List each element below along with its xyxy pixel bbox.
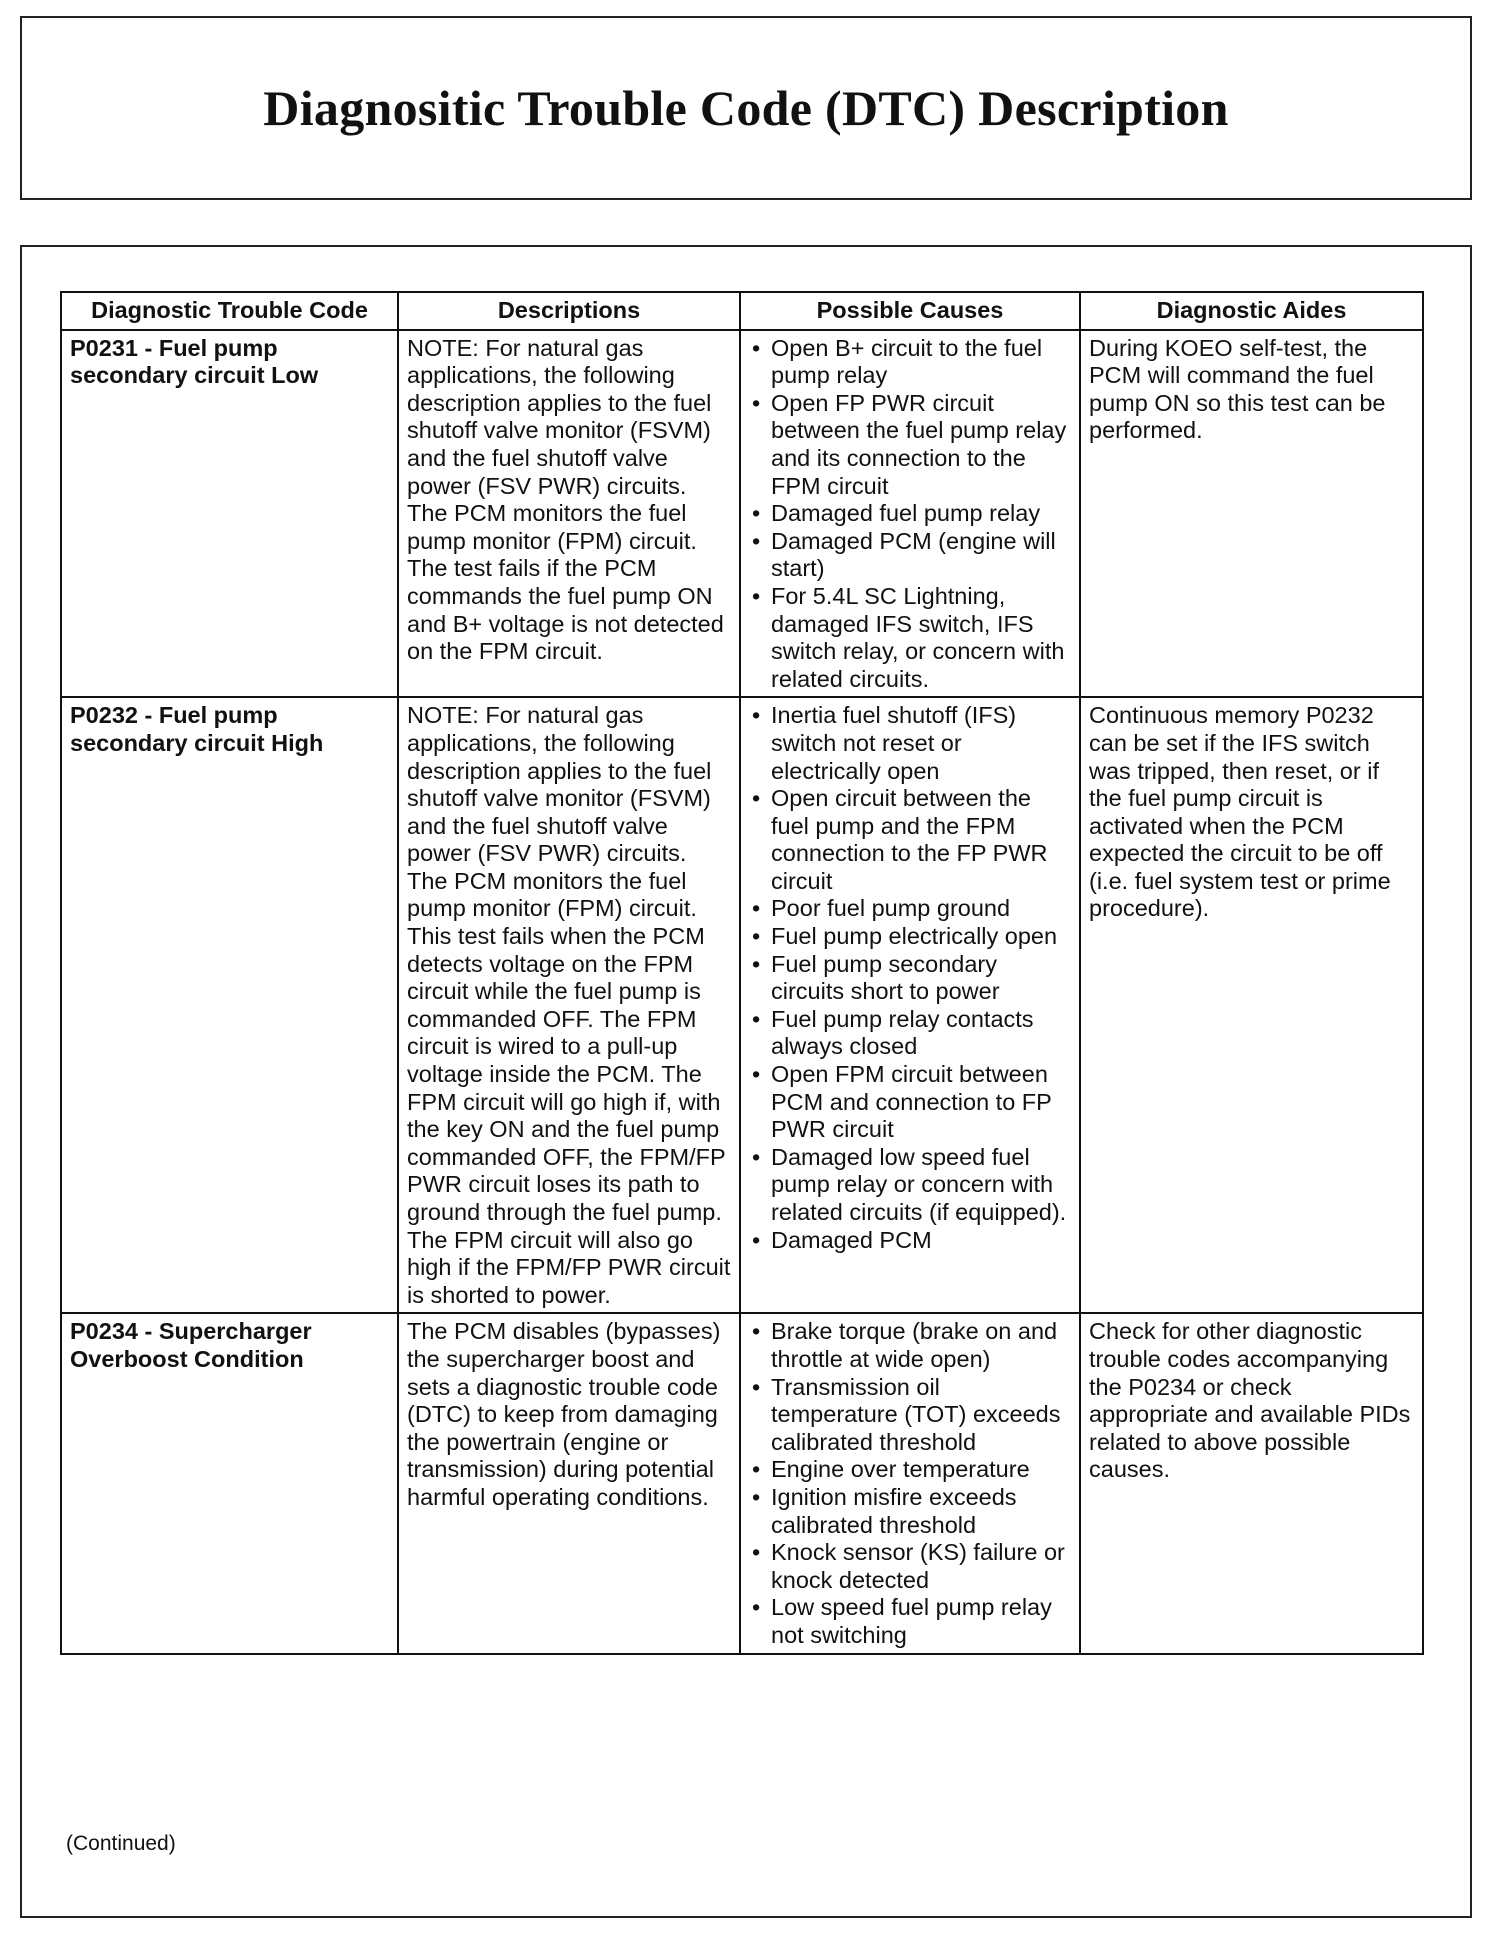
cause-item: • For 5.4L SC Lightning, damaged IFS switch, IFS switch relay, or concern with related circuits.	[749, 583, 1071, 693]
column-header-descriptions: Descriptions	[398, 292, 740, 330]
dtc-code: P0231 - Fuel pump secondary circuit Low	[61, 330, 398, 698]
cause-item: • Fuel pump relay contacts always closed	[749, 1006, 1071, 1061]
diagnostic-aides: During KOEO self-test, the PCM will command the fuel pump ON so this test can be performed.	[1080, 330, 1423, 698]
diagnostic-aides: Continuous memory P0232 can be set if the IFS switch was tripped, then reset, or if the fuel pump circuit is activated when the PCM expected the circuit to be off (i.e. fuel system test or prime procedure).	[1080, 697, 1423, 1313]
table-header-row	[61, 292, 1423, 330]
page-title: Diagnositic Trouble Code (DTC) Description	[263, 80, 1229, 136]
cause-item: • Damaged fuel pump relay	[749, 500, 1071, 528]
cause-item: • Ignition misfire exceeds calibrated threshold	[749, 1484, 1071, 1539]
cause-item: • Transmission oil temperature (TOT) exceeds calibrated threshold	[749, 1374, 1071, 1457]
column-header-code: Diagnostic Trouble Code	[61, 292, 398, 330]
dtc-description: The PCM disables (bypasses) the supercharger boost and sets a diagnostic trouble code (DTC) to keep from damaging the powertrain (engine or transmission) during potential harmful operating conditions.	[398, 1313, 740, 1653]
cause-item: • Open B+ circuit to the fuel pump relay	[749, 335, 1071, 390]
cause-item: • Fuel pump secondary circuits short to power	[749, 951, 1071, 1006]
dtc-code: P0232 - Fuel pump secondary circuit High	[61, 697, 398, 1313]
column-header-causes: Possible Causes	[740, 292, 1080, 330]
possible-causes	[740, 330, 1080, 698]
content-box	[20, 245, 1472, 1918]
table-row	[61, 1313, 1423, 1653]
cause-item: • Damaged low speed fuel pump relay or concern with related circuits (if equipped).	[749, 1144, 1071, 1227]
possible-causes	[740, 697, 1080, 1313]
cause-item: • Open FP PWR circuit between the fuel pump relay and its connection to the FPM circuit	[749, 390, 1071, 500]
cause-item: • Open FPM circuit between PCM and connection to FP PWR circuit	[749, 1061, 1071, 1144]
cause-item: • Inertia fuel shutoff (IFS) switch not reset or electrically open	[749, 702, 1071, 785]
cause-item: • Damaged PCM (engine will start)	[749, 528, 1071, 583]
table-body	[61, 330, 1423, 1654]
causes-list	[749, 1318, 1071, 1649]
cause-item: • Knock sensor (KS) failure or knock detected	[749, 1539, 1071, 1594]
causes-list	[749, 702, 1071, 1254]
dtc-table	[60, 291, 1424, 1655]
continued-note: (Continued)	[66, 1832, 176, 1855]
dtc-description: NOTE: For natural gas applications, the following description applies to the fuel shutoff valve monitor (FSVM) and the fuel shutoff valve power (FSV PWR) circuits. The PCM monitors the fuel pump monitor (FPM) circuit. The test fails if the PCM commands the fuel pump ON and B+ voltage is not detected on the FPM circuit.	[398, 330, 740, 698]
title-box	[20, 16, 1472, 200]
table-row	[61, 697, 1423, 1313]
cause-item: • Poor fuel pump ground	[749, 895, 1071, 923]
cause-item: • Engine over temperature	[749, 1456, 1071, 1484]
cause-item: • Low speed fuel pump relay not switching	[749, 1594, 1071, 1649]
dtc-description: NOTE: For natural gas applications, the following description applies to the fuel shutoff valve monitor (FSVM) and the fuel shutoff valve power (FSV PWR) circuits. The PCM monitors the fuel pump monitor (FPM) circuit. This test fails when the PCM detects voltage on the FPM circuit while the fuel pump is commanded OFF. The FPM circuit is wired to a pull-up voltage inside the PCM. The FPM circuit will go high if, with the key ON and the fuel pump commanded OFF, the FPM/FP PWR circuit loses its path to ground through the fuel pump. The FPM circuit will also go high if the FPM/FP PWR circuit is shorted to power.	[398, 697, 740, 1313]
causes-list	[749, 335, 1071, 694]
cause-item: • Brake torque (brake on and throttle at wide open)	[749, 1318, 1071, 1373]
cause-item: • Open circuit between the fuel pump and the FPM connection to the FP PWR circuit	[749, 785, 1071, 895]
diagnostic-aides: Check for other diagnostic trouble codes accompanying the P0234 or check appropriate and available PIDs related to above possible causes.	[1080, 1313, 1423, 1653]
table-row	[61, 330, 1423, 698]
cause-item: • Fuel pump electrically open	[749, 923, 1071, 951]
dtc-code: P0234 - Supercharger Overboost Condition	[61, 1313, 398, 1653]
cause-item: • Damaged PCM	[749, 1227, 1071, 1255]
possible-causes	[740, 1313, 1080, 1653]
column-header-aides: Diagnostic Aides	[1080, 292, 1423, 330]
